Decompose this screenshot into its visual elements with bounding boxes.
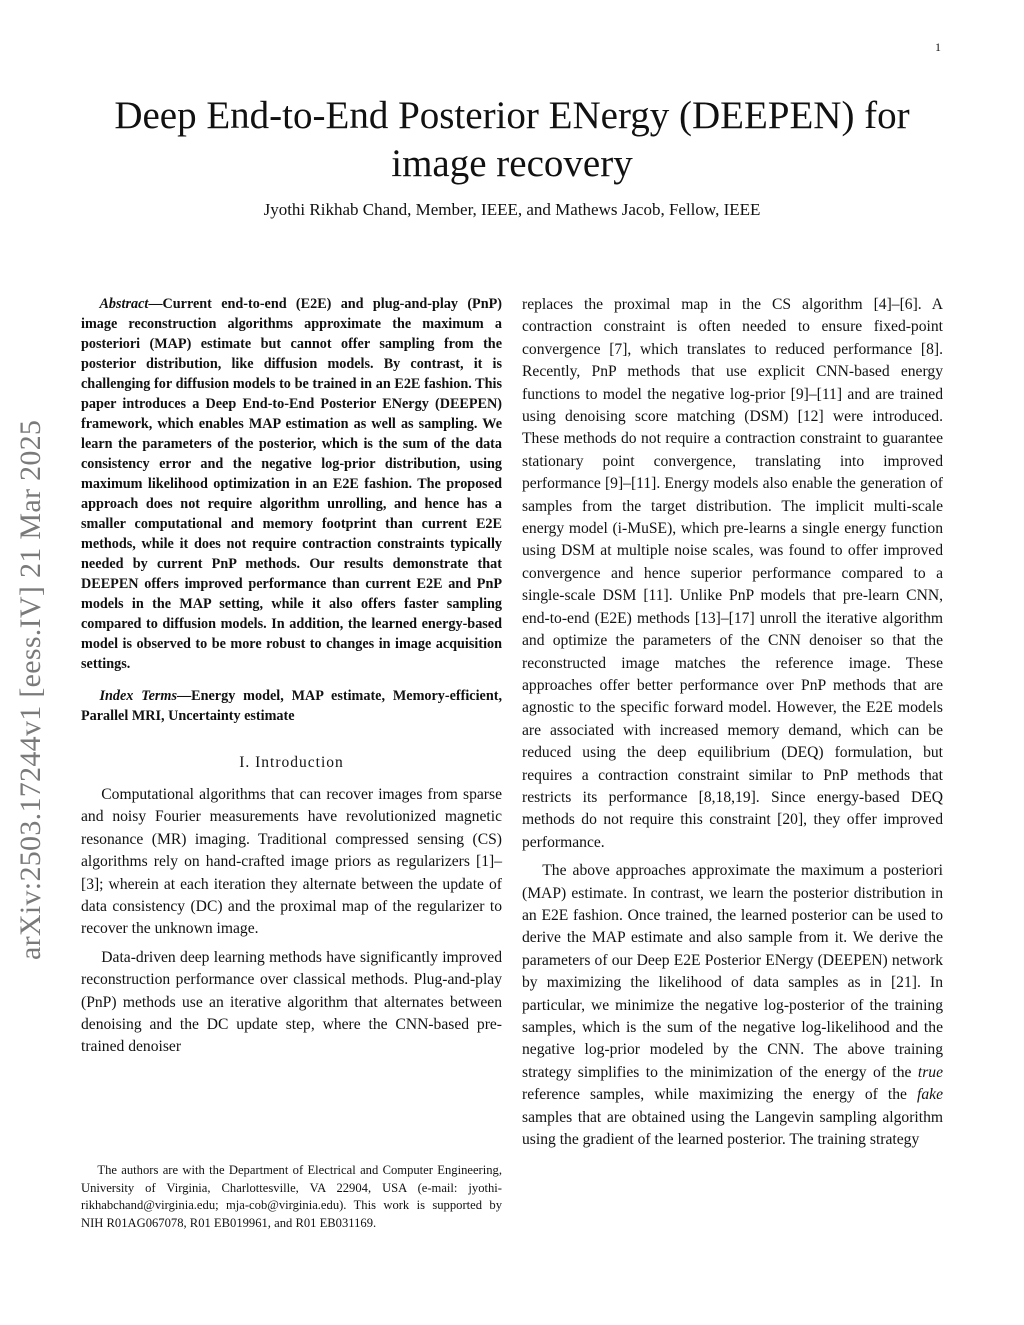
text-run: The above approaches approximate the maximum a posteriori (MAP) estimate. In contrast, we learn the posterior distribution in an E2E fashion. Once trained, the learned posterior can be used to derive the MAP estimate and also sample from it. We derive the parameters of our Deep E2E Posterior ENergy (DEEPEN) network by maximizing the likelihood of data samples as in [21]. In particular, we minimize the negative log-posterior of the training samples, which is the sum of the negative log-likelihood and the negative log-prior modeled by the CNN. The above training strategy simplifies to the minimization of the energy of the <box>522 862 943 1081</box>
emphasis-true: true <box>917 1063 943 1081</box>
intro-paragraph: Data-driven deep learning methods have significantly improved reconstruction performance over classical methods. Plug-and-play (PnP) methods use an iterative algorithm that alternates between denoising and the DC update step, where the CNN-based pre-trained denoiser <box>81 948 502 1056</box>
text-run: samples that are obtained using the Langevin sampling algorithm using the gradient of the learned posterior. The training strategy <box>522 1108 943 1149</box>
page-number: 1 <box>935 40 941 54</box>
abstract <box>81 294 502 674</box>
abstract-text: —Current end-to-end (E2E) and plug-and-play (PnP) image reconstruction algorithms approximate the maximum a posteriori (MAP) estimate but cannot offer sampling from the posterior distribution, like diffusion models. By contrast, it is challenging for diffusion models to be trained in an E2E fashion. This paper introduces a Deep End-to-End Posterior ENergy (DEEPEN) framework, which enables MAP estimation as well as sampling. We learn the parameters of the posterior, which is the sum of the data consistency error and the negative log-prior distribution, using maximum likelihood optimization in an E2E fashion. The proposed approach does not require algorithm unrolling, and hence has a smaller computational and memory footprint than current E2E methods, while it does not require contraction constraints typically needed by current PnP methods. Our results demonstrate that DEEPEN offers improved performance than current E2E and PnP models in the MAP setting, while it also offers faster sampling compared to diffusion models. In addition, the learned energy-based model is observed to be more robust to changes in image acquisition settings. <box>81 296 502 672</box>
paper-title: Deep End-to-End Posterior ENergy (DEEPEN) for image recovery <box>114 94 910 185</box>
right-column <box>522 294 943 1151</box>
intro-paragraph <box>522 860 943 1151</box>
index-terms-label: Index Terms <box>99 688 177 704</box>
author-affiliation-footnote: The authors are with the Department of Electrical and Computer Engineering, University of Virginia, Charlottesville, VA 22904, USA (e-mail: jyothi-rikhabchand@virginia.edu; mja-cob@virginia.edu). This work is supported by NIH R01AG067078, R01 EB019961, and R01 EB031169. <box>81 1163 502 1230</box>
intro-paragraph: Computational algorithms that can recover images from sparse and noisy Fourier measurements have revolutionized magnetic resonance (MR) imaging. Traditional compressed sensing (CS) algorithms rely on hand-crafted image priors as regularizers [1]–[3]; wherein at each iteration they alternate between the update of data consistency (DC) and the proximal map of the regularizer to recover the unknown image. <box>81 786 502 938</box>
author-line: Jyothi Rikhab Chand, Member, IEEE, and Mathews Jacob, Fellow, IEEE <box>263 200 761 219</box>
abstract-label: Abstract <box>99 296 149 312</box>
left-column <box>81 294 502 1059</box>
intro-paragraph-continued: replaces the proximal map in the CS algorithm [4]–[6]. A contraction constraint is often needed to ensure fixed-point convergence [7], which translates to reduced performance [8]. Recently, PnP methods that use explicit CNN-based energy functions to model the negative log-prior [9]–[11] and are trained using denoising score matching (DSM) [12] were introduced. These methods do not require a contraction constraint to guarantee stationary point convergence, translating into improved performance [9]–[11]. Energy models also enable the generation of samples from the target distribution. The implicit multi-scale energy model (i-MuSE), which pre-learns a single energy function using DSM at multiple noise scales, was found to offer improved convergence and hence superior performance compared to a single-scale DSM [11]. Unlike PnP models that pre-learn CNN, end-to-end (E2E) methods [13]–[17] unroll the iterative algorithm and optimize the parameters of the CNN denoiser so that the reconstructed image matches the reference image. These approaches offer better performance over PnP methods that are agnostic to the specific forward model. However, the E2E models are associated with increased memory demand, which can be reduced using the deep equilibrium (DEQ) formulation, but requires a contraction constraint similar to PnP methods that restricts its performance [8,18,19]. Since energy-based DEQ methods do not require this constraint [20], they offer improved performance. <box>522 296 943 851</box>
emphasis-fake: fake <box>917 1086 943 1104</box>
index-terms-text: —Energy model, MAP estimate, Memory-efficient, Parallel MRI, Uncertainty estimate <box>81 688 502 724</box>
text-run: reference samples, while maximizing the energy of the <box>522 1086 918 1104</box>
index-terms <box>81 686 502 726</box>
arxiv-identifier-stamp: arXiv:2503.17244v1 [eess.IV] 21 Mar 2025 <box>14 419 47 960</box>
section-heading-introduction: I. Introduction <box>239 754 344 771</box>
